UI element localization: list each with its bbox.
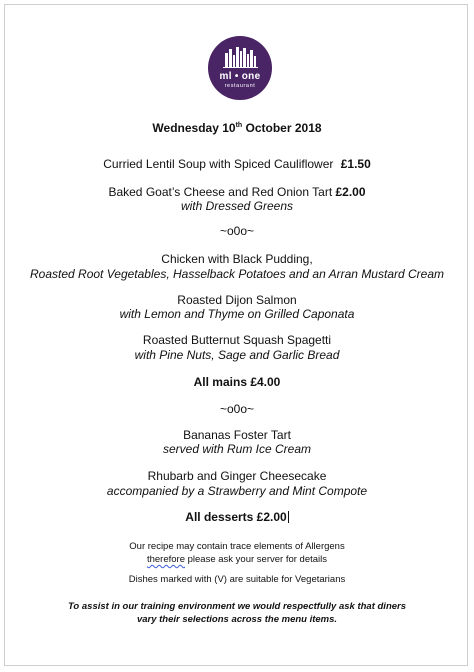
dish-price: £2.00 xyxy=(335,185,366,199)
restaurant-logo xyxy=(208,36,272,100)
logo-subtitle: restaurant xyxy=(224,83,256,89)
dish-name: Baked Goat’s Cheese and Red Onion Tart xyxy=(108,185,333,199)
training-note: To assist in our training environment we would respectfully ask that diners xyxy=(67,601,407,612)
main-1: Chicken with Black Pudding, xyxy=(161,252,313,266)
main-3: Roasted Butternut Squash Spagetti xyxy=(142,333,332,347)
dish-name: Curried Lentil Soup with Spiced Cauliflower xyxy=(103,157,334,171)
dessert-2: Rhubarb and Ginger Cheesecake xyxy=(147,469,327,483)
starter-2-desc: with Dressed Greens xyxy=(180,199,294,213)
vegetarian-note: Dishes marked with (V) are suitable for Vegetarians xyxy=(128,574,346,585)
mains-price: All mains £4.00 xyxy=(193,375,281,389)
allergen-note-2: therefore please ask your server for details xyxy=(146,554,328,565)
main-1-desc: Roasted Root Vegetables, Hasselback Potatoes and an Arran Mustard Cream xyxy=(30,267,444,281)
dessert-1-desc: served with Rum Ice Cream xyxy=(162,442,312,456)
spellcheck-word: therefore xyxy=(146,554,185,565)
dessert-2-desc: accompanied by a Strawberry and Mint Compote xyxy=(106,484,368,498)
divider-1: ~o0o~ xyxy=(219,224,255,238)
skyline-icon xyxy=(208,36,272,100)
dessert-1: Bananas Foster Tart xyxy=(183,428,291,442)
logo-name: ml • one xyxy=(219,71,261,82)
starter-2 xyxy=(5,185,469,199)
divider-2: ~o0o~ xyxy=(219,402,255,416)
dish-price: £1.50 xyxy=(340,157,371,171)
main-2: Roasted Dijon Salmon xyxy=(177,293,297,307)
starter-1 xyxy=(5,157,469,171)
text-cursor xyxy=(288,511,289,523)
menu-page xyxy=(4,4,468,666)
main-3-desc: with Pine Nuts, Sage and Garlic Bread xyxy=(134,348,340,362)
allergen-note: Our recipe may contain trace elements of Allergens xyxy=(129,541,345,552)
desserts-price: All desserts £2.00 xyxy=(185,510,287,524)
training-note-2: vary their selections across the menu items. xyxy=(136,614,338,625)
menu-date: Wednesday 10th October 2018 xyxy=(152,121,322,135)
main-2-desc: with Lemon and Thyme on Grilled Caponata xyxy=(119,307,355,321)
